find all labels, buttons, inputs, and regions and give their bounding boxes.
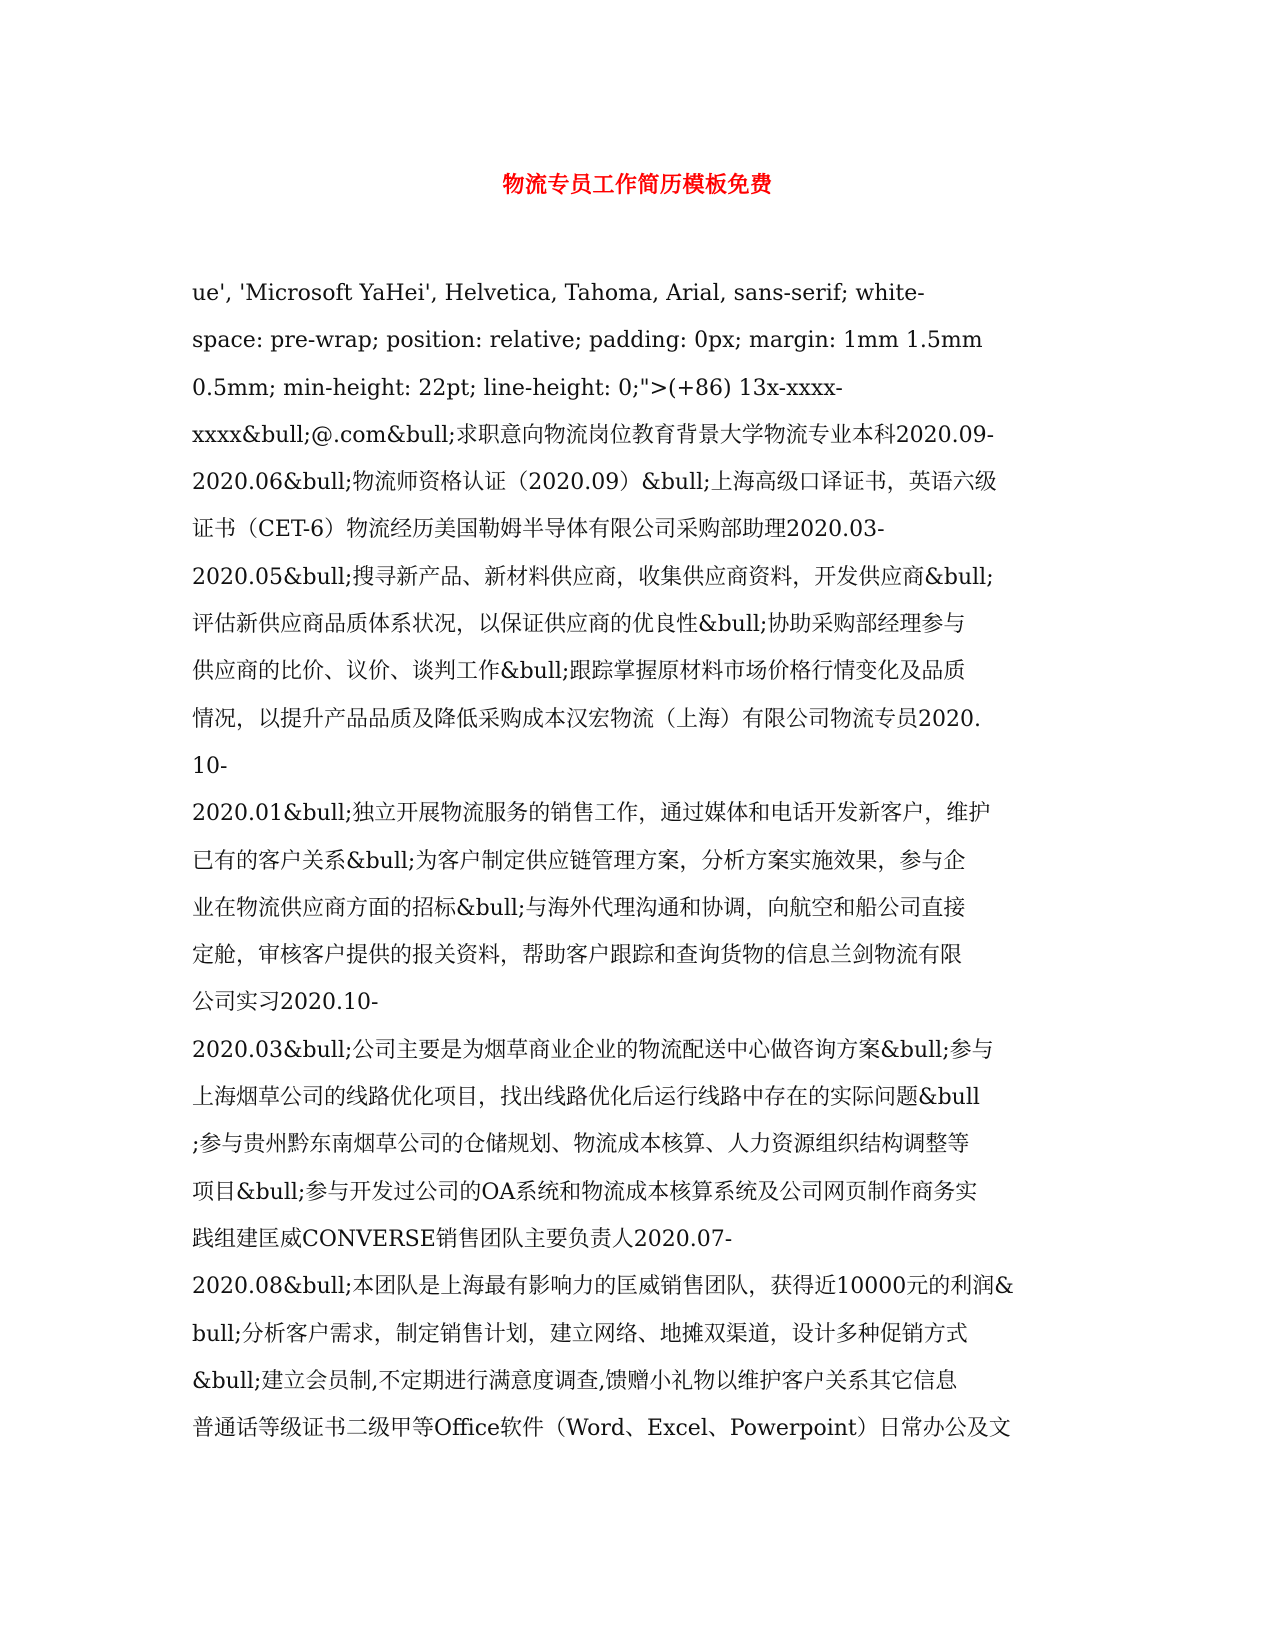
body-line: bull;分析客户需求，制定销售计划，建立网络、地摊双渠道，设计多种促销方式 [192, 1321, 968, 1347]
document-body [192, 270, 1082, 1452]
body-line: 定舱，审核客户提供的报关资料，帮助客户跟踪和查询货物的信息兰剑物流有限 [192, 943, 963, 969]
body-line: 践组建匡威CONVERSE销售团队主要负责人2020.07- [192, 1226, 733, 1252]
body-line: 10- [192, 753, 228, 779]
body-line: 公司实习2020.10- [192, 990, 379, 1016]
body-line: ;参与贵州黔东南烟草公司的仓储规划、物流成本核算、人力资源组织结构调整等 [192, 1132, 970, 1158]
body-line: 已有的客户关系&bull;为客户制定供应链管理方案，分析方案实施效果，参与企 [192, 848, 966, 874]
body-line: 项目&bull;参与开发过公司的OA系统和物流成本核算系统及公司网页制作商务实 [192, 1179, 978, 1205]
body-line: 2020.05&bull;搜寻新产品、新材料供应商，收集供应商资料，开发供应商&bull; [192, 564, 994, 590]
body-line: 证书（CET-6）物流经历美国勒姆半导体有限公司采购部助理2020.03- [192, 517, 885, 543]
body-line: 2020.01&bull;独立开展物流服务的销售工作，通过媒体和电话开发新客户，维护 [192, 801, 991, 827]
body-line: 2020.06&bull;物流师资格认证（2020.09）&bull;上海高级口译证书，英语六级 [192, 470, 997, 496]
body-line: 2020.08&bull;本团队是上海最有影响力的匡威销售团队，获得近10000元的利润& [192, 1274, 1014, 1300]
body-line: 评估新供应商品质体系状况，以保证供应商的优良性&bull;协助采购部经理参与 [192, 612, 966, 638]
body-line: 2020.03&bull;公司主要是为烟草商业企业的物流配送中心做咨询方案&bull;参与 [192, 1037, 994, 1063]
body-line: &bull;建立会员制,不定期进行满意度调查,馈赠小礼物以维护客户关系其它信息 [192, 1368, 958, 1394]
body-line: 0.5mm; min-height: 22pt; line-height: 0;">(+86) 13x-xxxx- [192, 375, 843, 401]
body-line: 上海烟草公司的线路优化项目，找出线路优化后运行线路中存在的实际问题&bull [192, 1085, 980, 1111]
body-line: xxxx&bull;@.com&bull;求职意向物流岗位教育背景大学物流专业本科2020.09- [192, 422, 995, 448]
body-line: 业在物流供应商方面的招标&bull;与海外代理沟通和协调，向航空和船公司直接 [192, 895, 966, 921]
body-line: ue', 'Microsoft YaHei', Helvetica, Tahoma, Arial, sans-serif; white- [192, 281, 925, 306]
body-line: 普通话等级证书二级甲等Office软件（Word、Excel、Powerpoint）日常办公及文 [192, 1416, 1011, 1442]
document-title: 物流专员工作简历模板免费 [502, 172, 773, 198]
body-line: space: pre-wrap; position: relative; padding: 0px; margin: 1mm 1.5mm [192, 328, 983, 354]
body-line: 供应商的比价、议价、谈判工作&bull;跟踪掌握原材料市场价格行情变化及品质 [192, 659, 966, 685]
body-line: 情况，以提升产品品质及降低采购成本汉宏物流（上海）有限公司物流专员2020. [192, 706, 981, 732]
